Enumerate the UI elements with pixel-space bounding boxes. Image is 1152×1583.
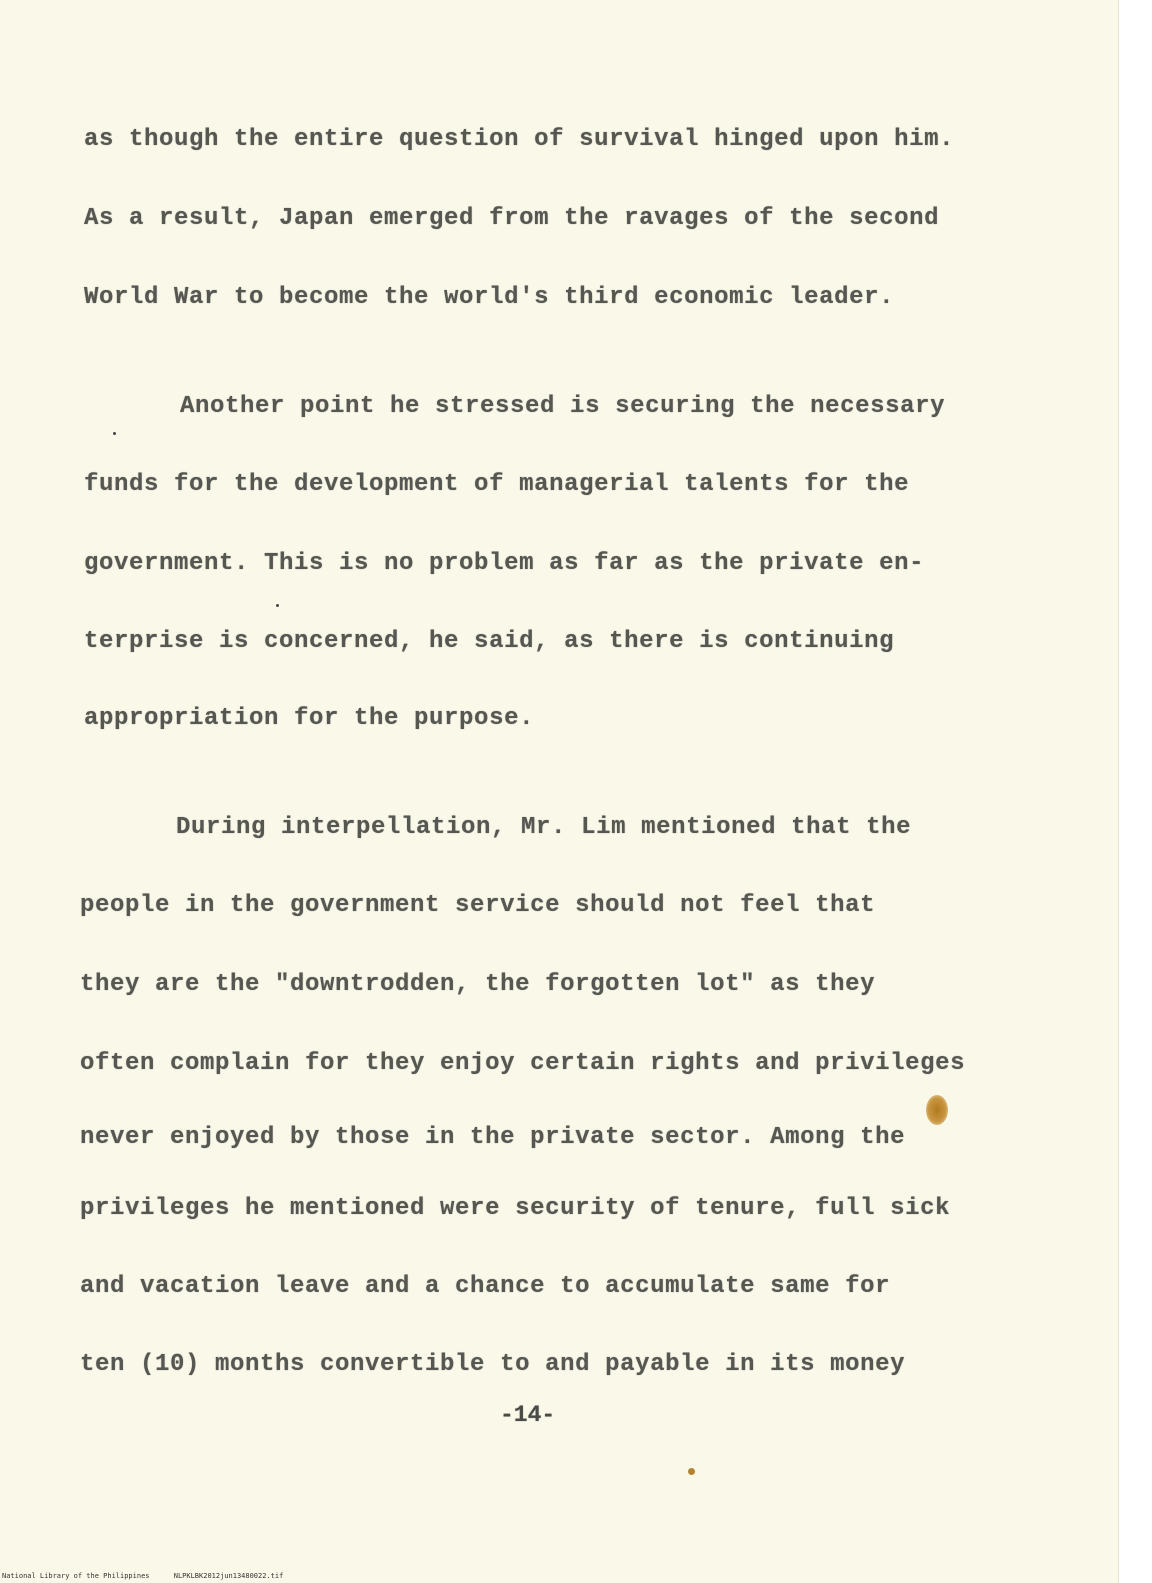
text-line-3: World War to become the world's third economic leader. [84,284,895,311]
text-line-6: government. This is no problem as far as the private en- [84,550,925,577]
page-edge [1118,0,1152,1583]
text-line-2: As a result, Japan emerged from the ravages of the second [84,205,940,232]
text-line-9: During interpellation, Mr. Lim mentioned that the [176,814,912,841]
text-line-16: ten (10) months convertible to and payable in its money [80,1351,906,1378]
ink-spot [688,1468,695,1475]
text-line-10: people in the government service should not feel that [80,892,876,919]
footer-file-id: NLPKLBK2012jun13480022.tif [173,1572,284,1580]
paper-speck [276,604,279,607]
footer-library: National Library of the Philippines [2,1572,150,1580]
text-line-15: and vacation leave and a chance to accumulate same for [80,1273,891,1300]
text-line-4: Another point he stressed is securing the necessary [180,393,946,420]
text-line-7: terprise is concerned, he said, as there is continuing [84,628,895,655]
paper-speck [113,432,116,435]
text-line-8: appropriation for the purpose. [84,705,535,732]
text-line-1: as though the entire question of survival hinged upon him. [84,126,955,153]
text-line-11: they are the "downtrodden, the forgotten lot" as they [80,971,876,998]
text-line-14: privileges he mentioned were security of tenure, full sick [80,1195,951,1222]
page-number: -14- [500,1402,556,1428]
text-line-12: often complain for they enjoy certain rights and privileges [80,1050,966,1077]
text-line-5: funds for the development of managerial talents for the [84,471,910,498]
ink-stain [926,1095,948,1125]
text-line-13: never enjoyed by those in the private sector. Among the [80,1124,906,1151]
scan-footer [2,1572,303,1580]
